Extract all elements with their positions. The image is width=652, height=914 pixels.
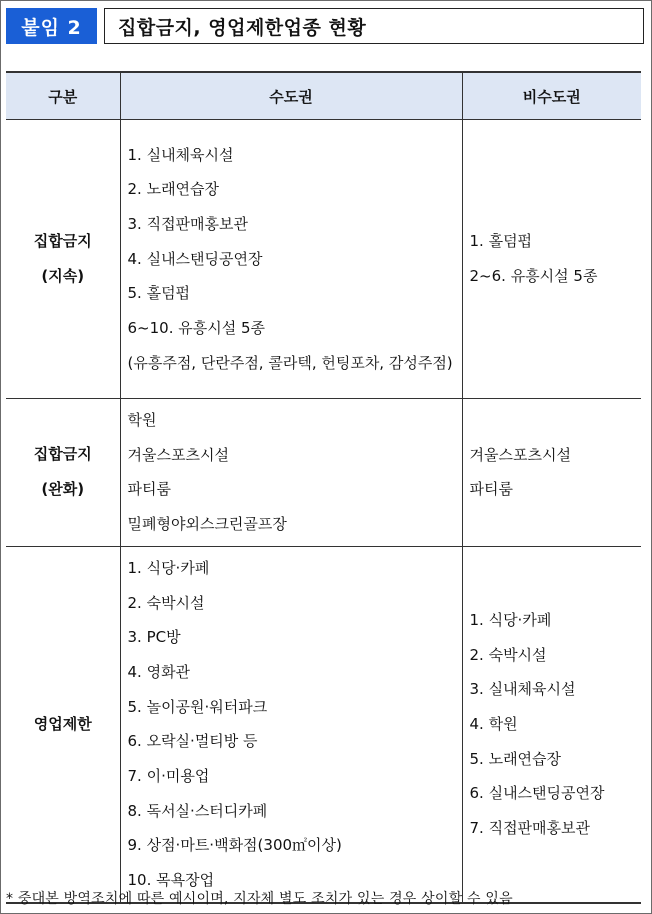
header-metro: 수도권 <box>120 72 462 120</box>
category-cell <box>6 120 120 399</box>
list-item: 7. 이·미용업 <box>127 767 210 786</box>
category-label: 집합금지 <box>33 445 92 464</box>
list-item: 1. 식당·카페 <box>469 610 552 629</box>
table-row <box>6 399 641 547</box>
category-sublabel: (지속) <box>41 267 85 285</box>
category-sublabel: (완화) <box>41 480 85 499</box>
list-item: (유흥주점, 단란주점, 콜라텍, 헌팅포차, 감성주점) <box>127 353 453 372</box>
list-item: 4. 실내스탠딩공연장 <box>127 249 263 268</box>
appendix-badge: 붙임 2 <box>6 8 97 44</box>
list-item: 8. 독서실·스터디카페 <box>127 801 268 820</box>
list-item: 파티룸 <box>127 480 171 499</box>
list-item: 2. 숙박시설 <box>127 593 205 612</box>
list-item: 6~10. 유흥시설 5종 <box>127 319 265 338</box>
header-nonmetro: 비수도권 <box>462 72 641 120</box>
table-row <box>6 546 641 903</box>
metro-cell <box>120 120 462 399</box>
footnote: * 중대본 방역조치에 따른 예시이며, 지자체 별도 조치가 있는 경우 상이할 수 있음 <box>6 891 513 907</box>
nonmetro-cell <box>462 399 641 547</box>
page-title: 집합금지, 영업제한업종 현황 <box>104 8 644 44</box>
list-item: 5. 놀이공원·워터파크 <box>127 697 268 716</box>
list-item: 파티룸 <box>469 480 513 499</box>
list-item: 6. 오락실·멀티방 등 <box>127 732 258 751</box>
list-item: 7. 직접판매홍보관 <box>469 819 591 838</box>
category-label: 집합금지 <box>33 232 92 250</box>
list-item: 밀폐형야외스크린골프장 <box>127 515 287 534</box>
list-item: 1. 홀덤펍 <box>469 232 533 251</box>
nonmetro-cell <box>462 546 641 903</box>
category-cell <box>6 399 120 547</box>
list-item: 겨울스포츠시설 <box>469 445 571 464</box>
list-item: 1. 실내체육시설 <box>127 145 234 164</box>
list-item: 10. 목욕장업 <box>127 871 215 890</box>
list-item: 2~6. 유흥시설 5종 <box>469 267 598 285</box>
header-category: 구분 <box>6 72 120 120</box>
list-item: 5. 홀덤펍 <box>127 284 191 303</box>
list-item: 3. 실내체육시설 <box>469 680 576 699</box>
list-item: 학원 <box>127 411 157 429</box>
category-label: 영업제한 <box>33 714 92 733</box>
list-item: 3. 직접판매홍보관 <box>127 214 249 233</box>
metro-cell <box>120 546 462 903</box>
list-item: 9. 상점·마트·백화점(300㎡이상) <box>127 836 342 855</box>
list-item: 2. 노래연습장 <box>127 180 220 199</box>
metro-cell <box>120 399 462 547</box>
list-item: 1. 식당·카페 <box>127 558 210 577</box>
list-item: 4. 학원 <box>469 714 518 733</box>
category-cell <box>6 546 120 903</box>
list-item: 겨울스포츠시설 <box>127 445 229 464</box>
list-item: 2. 숙박시설 <box>469 645 547 664</box>
business-status-table <box>6 71 641 904</box>
list-item: 4. 영화관 <box>127 662 191 681</box>
list-item: 5. 노래연습장 <box>469 749 562 768</box>
list-item: 6. 실내스탠딩공연장 <box>469 784 605 803</box>
table-row <box>6 120 641 399</box>
nonmetro-cell <box>462 120 641 399</box>
list-item: 3. PC방 <box>127 628 181 647</box>
table-header-row <box>6 72 641 120</box>
